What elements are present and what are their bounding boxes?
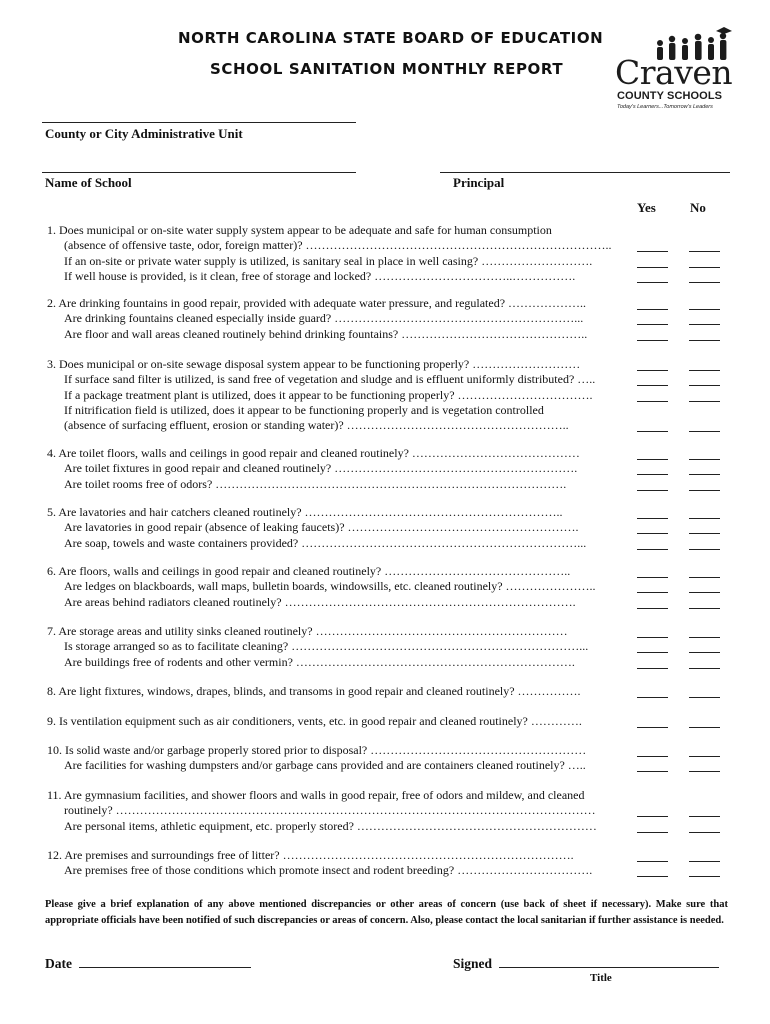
county-input-line[interactable] bbox=[42, 122, 356, 123]
question-line: Are areas behind radiators cleaned routinely? ………………………………………………………………. bbox=[64, 594, 576, 609]
answer-row bbox=[631, 788, 741, 803]
school-input-line[interactable] bbox=[42, 172, 356, 173]
question-line: Are floor and wall areas cleaned routinely behind drinking fountains? ……………………………………….. bbox=[64, 326, 588, 341]
answer-blanks bbox=[631, 296, 741, 342]
answer-blanks bbox=[631, 714, 741, 729]
question-line: If well house is provided, is it clean, free of storage and locked? ……………………………..……………. bbox=[64, 268, 576, 283]
answer-row bbox=[631, 254, 741, 269]
question-8 bbox=[47, 684, 631, 699]
question-11 bbox=[47, 788, 631, 834]
no-column-header: No bbox=[690, 200, 706, 215]
yes-answer-blank[interactable] bbox=[637, 520, 668, 534]
yes-answer-blank[interactable] bbox=[637, 296, 668, 310]
logo-tagline: Today's Learners...Tomorrow's Leaders bbox=[617, 104, 713, 110]
no-answer-blank[interactable] bbox=[689, 536, 720, 550]
answer-row bbox=[631, 564, 741, 579]
yes-answer-blank[interactable] bbox=[637, 564, 668, 578]
answer-row bbox=[631, 758, 741, 773]
question-2 bbox=[47, 296, 631, 342]
question-line: (absence of surfacing effluent, erosion or standing water)? ……………………………………………….. bbox=[64, 418, 569, 433]
yes-answer-blank[interactable] bbox=[637, 505, 668, 519]
county-label: County or City Administrative Unit bbox=[45, 126, 243, 141]
principal-label: Principal bbox=[453, 175, 505, 190]
yes-answer-blank[interactable] bbox=[637, 624, 668, 638]
logo-name: Craven bbox=[615, 53, 733, 92]
question-line: Are buildings free of rodents and other vermin? ……………………………………………………………. bbox=[64, 654, 575, 669]
yes-answer-blank[interactable] bbox=[637, 388, 668, 402]
answer-row bbox=[631, 446, 741, 461]
question-line: routinely? ………………………………………………………………………………………………………… bbox=[64, 803, 596, 818]
no-answer-blank[interactable] bbox=[689, 624, 720, 638]
yes-answer-blank[interactable] bbox=[637, 803, 668, 817]
yes-answer-blank[interactable] bbox=[637, 311, 668, 325]
answer-row bbox=[631, 296, 741, 311]
answer-blanks bbox=[631, 788, 741, 834]
no-answer-blank[interactable] bbox=[689, 327, 720, 341]
form-subtitle: SCHOOL SANITATION MONTHLY REPORT bbox=[210, 60, 564, 78]
yes-answer-blank[interactable] bbox=[637, 238, 668, 252]
no-answer-blank[interactable] bbox=[689, 743, 720, 757]
yes-answer-blank[interactable] bbox=[637, 848, 668, 862]
school-label: Name of School bbox=[45, 175, 132, 190]
answer-row bbox=[631, 684, 741, 699]
no-answer-blank[interactable] bbox=[689, 254, 720, 268]
answer-row bbox=[631, 505, 741, 520]
question-line: 5. Are lavatories and hair catchers cleaned routinely? ……………………………………………………….. bbox=[47, 505, 563, 519]
yes-answer-blank[interactable] bbox=[637, 684, 668, 698]
yes-answer-blank[interactable] bbox=[637, 655, 668, 669]
yes-answer-blank[interactable] bbox=[637, 357, 668, 371]
question-12 bbox=[47, 848, 631, 879]
answer-row bbox=[631, 388, 741, 403]
question-1 bbox=[47, 223, 631, 284]
question-line: 4. Are toilet floors, walls and ceilings in good repair and cleaned routinely? …………………………………… bbox=[47, 446, 580, 460]
answer-row bbox=[631, 639, 741, 654]
answer-row bbox=[631, 655, 741, 670]
question-line: 3. Does municipal or on-site sewage disposal system appear to be functioning properly? ……………………… bbox=[47, 357, 581, 371]
answer-blanks bbox=[631, 564, 741, 610]
question-line: 9. Is ventilation equipment such as air conditioners, vents, etc. in good repair and cleaned routinely? …………. bbox=[47, 714, 582, 728]
answer-row bbox=[631, 223, 741, 238]
no-answer-blank[interactable] bbox=[689, 579, 720, 593]
answer-row bbox=[631, 536, 741, 551]
question-line: Are toilet rooms free of odors? ……………………………………………………………………………. bbox=[64, 476, 567, 491]
question-line: Are lavatories in good repair (absence of leaking faucets)? …………………………………………………. bbox=[64, 520, 579, 535]
answer-row bbox=[631, 403, 741, 418]
answer-row bbox=[631, 477, 741, 492]
yes-answer-blank[interactable] bbox=[637, 269, 668, 283]
question-line: Are facilities for washing dumpsters and/or garbage cans provided and are containers cleaned routinely? ….. bbox=[64, 758, 586, 773]
answer-row bbox=[631, 848, 741, 863]
yes-answer-blank[interactable] bbox=[637, 743, 668, 757]
answer-row bbox=[631, 714, 741, 729]
yes-column-header: Yes bbox=[637, 200, 656, 215]
yes-answer-blank[interactable] bbox=[637, 477, 668, 491]
question-line: 1. Does municipal or on-site water supply system appear to be adequate and safe for human consumption bbox=[47, 223, 552, 237]
question-6 bbox=[47, 564, 631, 610]
question-10 bbox=[47, 743, 631, 774]
answer-blanks bbox=[631, 446, 741, 492]
answer-row bbox=[631, 595, 741, 610]
no-answer-blank[interactable] bbox=[689, 372, 720, 386]
answer-row bbox=[631, 372, 741, 387]
question-line: If an on-site or private water supply is utilized, is sanitary seal in place in well casing? ………………………. bbox=[64, 253, 593, 268]
no-answer-blank[interactable] bbox=[689, 655, 720, 669]
date-input-line[interactable] bbox=[79, 955, 251, 968]
yes-answer-blank[interactable] bbox=[637, 536, 668, 550]
answer-blanks bbox=[631, 357, 741, 433]
signed-label: Signed bbox=[453, 956, 493, 971]
instructions-note: Please give a brief explanation of any above mentioned discrepancies or other areas of concern (use back of sheet if necessary). Make sure that appropriate officials have been notified of such discrepancies or areas of concern. Also, please contact the local sanitarian if further assistance is needed. bbox=[45, 899, 728, 926]
answer-row bbox=[631, 863, 741, 878]
question-line: Are ledges on blackboards, wall maps, bulletin boards, windowsills, etc. cleaned routinely? ………………….. bbox=[64, 579, 596, 594]
question-line: 12. Are premises and surroundings free of litter? ………………………………………………………………. bbox=[47, 848, 574, 862]
answer-row bbox=[631, 743, 741, 758]
form-title: NORTH CAROLINA STATE BOARD OF EDUCATION bbox=[178, 29, 604, 47]
answer-row bbox=[631, 418, 741, 433]
answer-row bbox=[631, 238, 741, 253]
no-answer-blank[interactable] bbox=[689, 418, 720, 432]
question-line: If a package treatment plant is utilized, does it appear to be functioning properly? ……………………………. bbox=[64, 387, 593, 402]
no-answer-blank[interactable] bbox=[689, 714, 720, 728]
question-line: Are toilet fixtures in good repair and cleaned routinely? ……………………………………………………. bbox=[64, 461, 578, 476]
craven-county-schools-logo bbox=[612, 26, 732, 110]
question-7 bbox=[47, 624, 631, 670]
answer-row bbox=[631, 357, 741, 372]
yes-answer-blank[interactable] bbox=[637, 327, 668, 341]
no-answer-blank[interactable] bbox=[689, 564, 720, 578]
yes-answer-blank[interactable] bbox=[637, 372, 668, 386]
question-line: Is storage arranged so as to facilitate cleaning? ………………………………………………………………... bbox=[64, 639, 589, 654]
answer-row bbox=[631, 520, 741, 535]
no-answer-blank[interactable] bbox=[689, 296, 720, 310]
yes-answer-blank[interactable] bbox=[637, 863, 668, 877]
answer-row bbox=[631, 327, 741, 342]
no-answer-blank[interactable] bbox=[689, 848, 720, 862]
question-line: Are personal items, athletic equipment, etc. properly stored? …………………………………………………… bbox=[64, 818, 597, 833]
date-label: Date bbox=[45, 956, 72, 971]
question-line: 6. Are floors, walls and ceilings in good repair and cleaned routinely? ……………………………………….. bbox=[47, 564, 571, 578]
signed-field bbox=[453, 955, 719, 972]
yes-answer-blank[interactable] bbox=[637, 254, 668, 268]
yes-answer-blank[interactable] bbox=[637, 758, 668, 772]
no-answer-blank[interactable] bbox=[689, 863, 720, 877]
no-answer-blank[interactable] bbox=[689, 311, 720, 325]
answer-row bbox=[631, 461, 741, 476]
yes-answer-blank[interactable] bbox=[637, 595, 668, 609]
answer-blanks bbox=[631, 743, 741, 774]
answer-row bbox=[631, 803, 741, 818]
no-answer-blank[interactable] bbox=[689, 269, 720, 283]
question-line: If surface sand filter is utilized, is sand free of vegetation and sludge and is effluent uniformly distributed? ….. bbox=[64, 372, 596, 387]
no-answer-blank[interactable] bbox=[689, 758, 720, 772]
answer-blanks bbox=[631, 684, 741, 699]
answer-row bbox=[631, 819, 741, 834]
signature-input-line[interactable] bbox=[499, 955, 719, 968]
no-answer-blank[interactable] bbox=[689, 461, 720, 475]
no-answer-blank[interactable] bbox=[689, 505, 720, 519]
answer-blanks bbox=[631, 624, 741, 670]
yes-answer-blank[interactable] bbox=[637, 579, 668, 593]
question-line: 10. Is solid waste and/or garbage properly stored prior to disposal? ……………………………………………… bbox=[47, 743, 587, 757]
no-answer-blank[interactable] bbox=[689, 639, 720, 653]
question-line: 11. Are gymnasium facilities, and shower floors and walls in good repair, free of odors and mildew, and cleaned bbox=[47, 788, 585, 802]
question-9 bbox=[47, 714, 631, 729]
no-answer-blank[interactable] bbox=[689, 446, 720, 460]
question-line: If nitrification field is utilized, does it appear to be functioning properly and is vegetation controlled bbox=[64, 402, 544, 417]
no-answer-blank[interactable] bbox=[689, 684, 720, 698]
yes-answer-blank[interactable] bbox=[637, 714, 668, 728]
no-answer-blank[interactable] bbox=[689, 520, 720, 534]
answer-blanks bbox=[631, 848, 741, 879]
no-answer-blank[interactable] bbox=[689, 819, 720, 833]
question-line: Are premises free of those conditions which promote insect and rodent breeding? ……………………………. bbox=[64, 863, 593, 878]
question-line: (absence of offensive taste, odor, foreign matter)? ………………………………………………………………….. bbox=[64, 238, 612, 253]
title-label: Title bbox=[590, 972, 612, 984]
answer-row bbox=[631, 311, 741, 326]
answer-row bbox=[631, 269, 741, 284]
answer-row bbox=[631, 624, 741, 639]
yes-answer-blank[interactable] bbox=[637, 461, 668, 475]
yes-answer-blank[interactable] bbox=[637, 639, 668, 653]
no-answer-blank[interactable] bbox=[689, 477, 720, 491]
no-answer-blank[interactable] bbox=[689, 803, 720, 817]
question-line: 2. Are drinking fountains in good repair, provided with adequate water pressure, and regulated? ……………….. bbox=[47, 296, 587, 310]
yes-answer-blank[interactable] bbox=[637, 819, 668, 833]
no-answer-blank[interactable] bbox=[689, 238, 720, 252]
question-line: 7. Are storage areas and utility sinks cleaned routinely? ……………………………………………………… bbox=[47, 624, 568, 638]
answer-blanks bbox=[631, 223, 741, 284]
no-answer-blank[interactable] bbox=[689, 388, 720, 402]
date-field bbox=[45, 955, 251, 972]
question-line: 8. Are light fixtures, windows, drapes, blinds, and transoms in good repair and cleaned routinely? ……………. bbox=[47, 684, 581, 698]
yes-answer-blank[interactable] bbox=[637, 446, 668, 460]
question-3 bbox=[47, 357, 631, 433]
no-answer-blank[interactable] bbox=[689, 357, 720, 371]
yes-answer-blank[interactable] bbox=[637, 418, 668, 432]
logo-subtitle: COUNTY SCHOOLS bbox=[617, 90, 723, 102]
question-line: Are drinking fountains cleaned especially inside guard? ……………………………………………………... bbox=[64, 311, 584, 326]
answer-row bbox=[631, 579, 741, 594]
question-line: Are soap, towels and waste containers provided? ……………………………………………………………... bbox=[64, 535, 587, 550]
principal-input-line[interactable] bbox=[440, 172, 730, 173]
answer-blanks bbox=[631, 505, 741, 551]
question-4 bbox=[47, 446, 631, 492]
question-5 bbox=[47, 505, 631, 551]
no-answer-blank[interactable] bbox=[689, 595, 720, 609]
